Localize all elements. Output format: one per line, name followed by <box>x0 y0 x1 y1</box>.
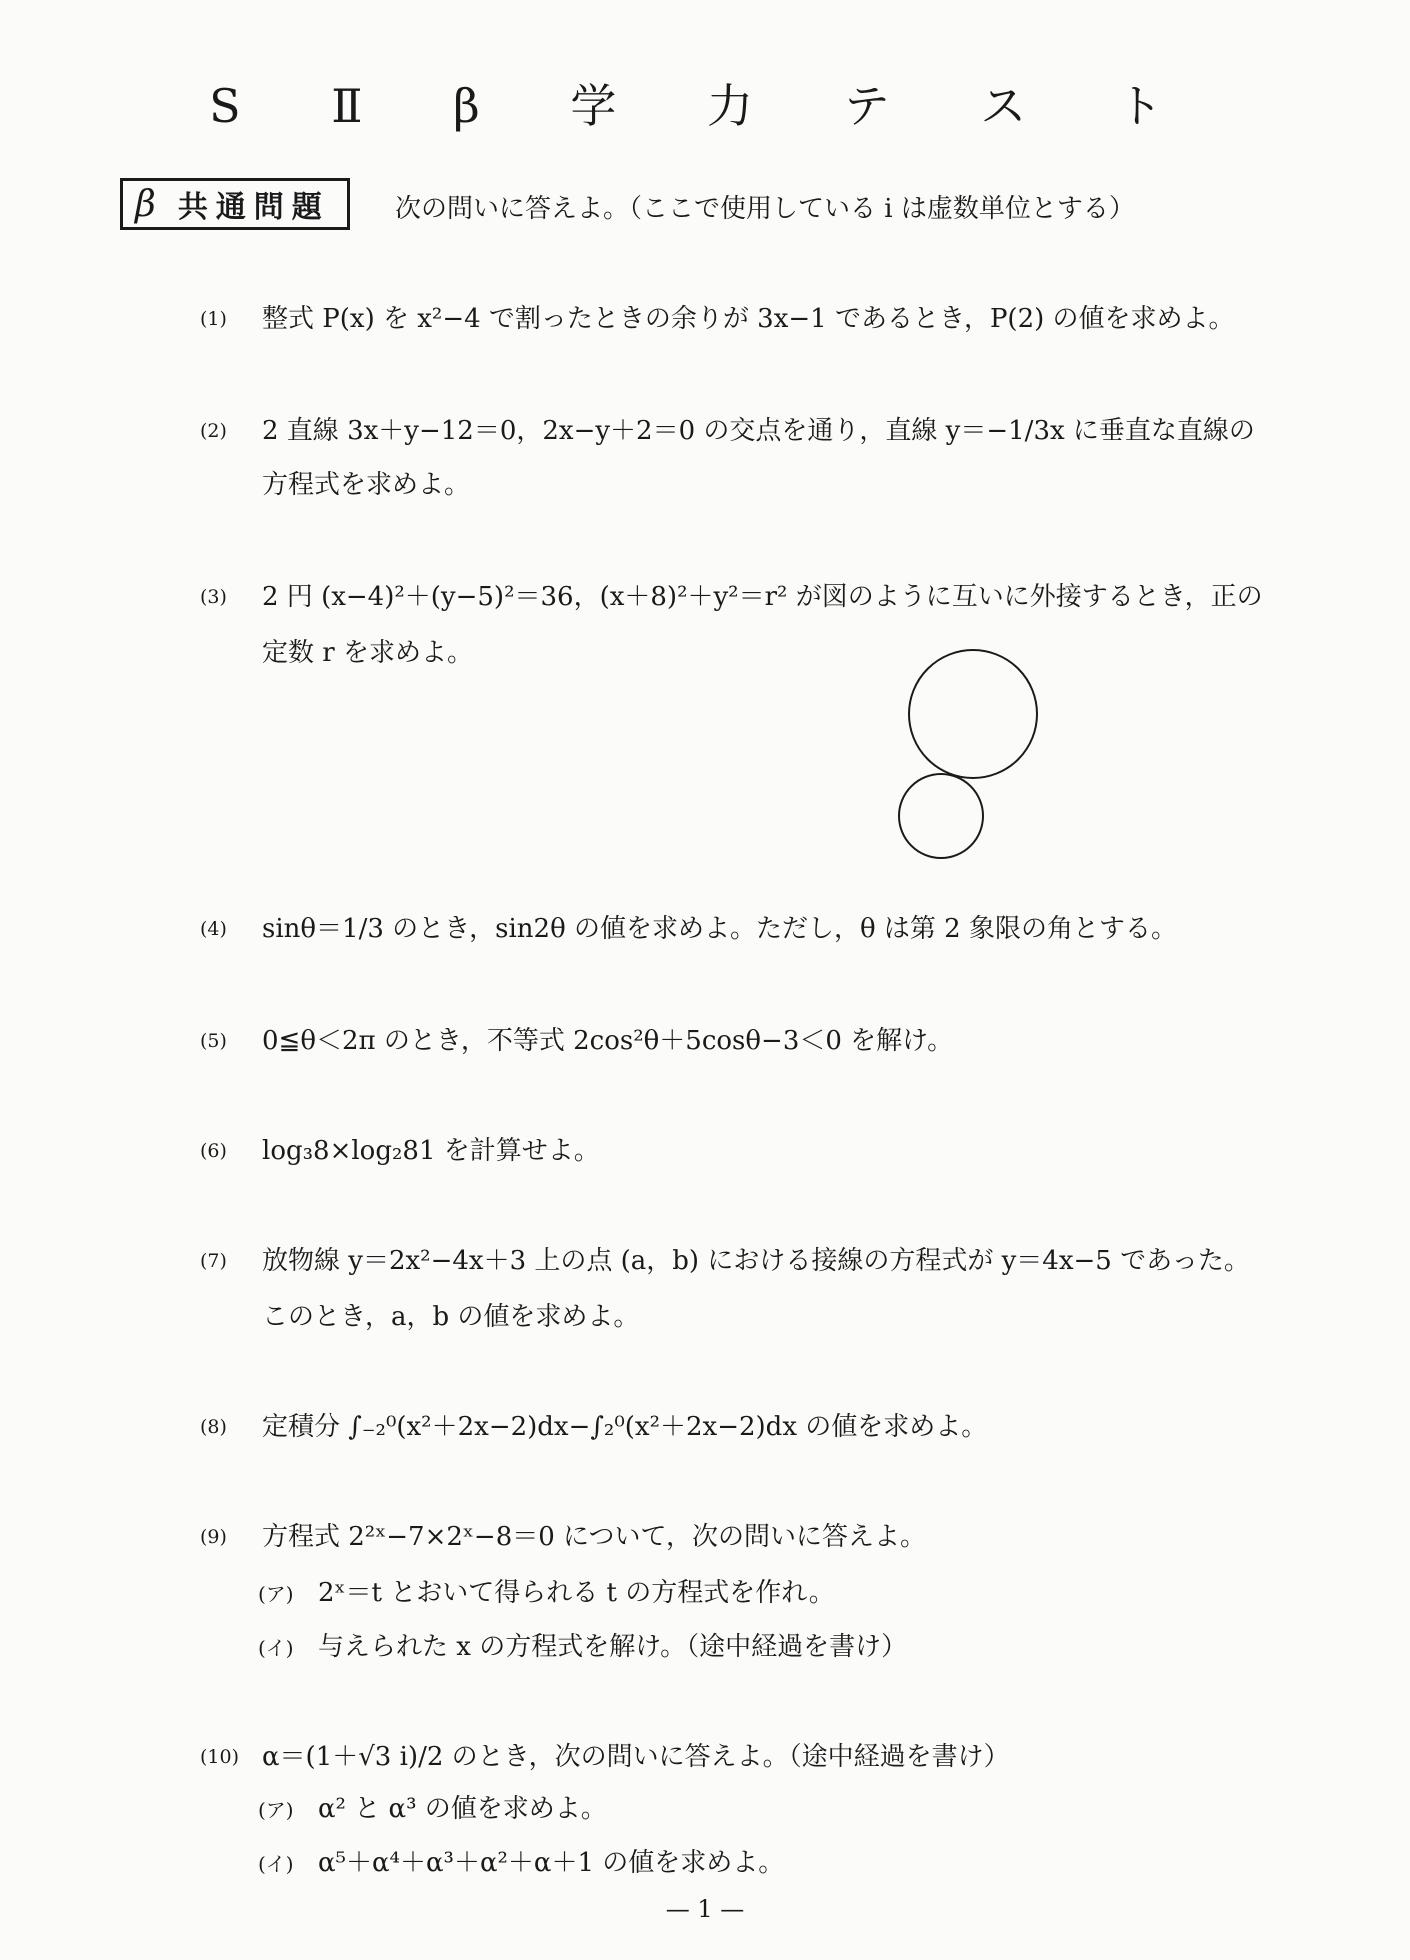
question-7-line-2 <box>200 1288 1342 1346</box>
question-9-sub-b <box>258 1620 907 1675</box>
question-text: log₃8×log₂81 を計算せよ。 <box>262 1136 600 1166</box>
question-10 <box>200 1728 1342 1786</box>
question-10-sub-b <box>258 1836 784 1891</box>
sub-label: (イ) <box>258 1852 294 1876</box>
question-number: (8) <box>200 1416 227 1438</box>
question-3 <box>200 568 1342 626</box>
sub-text: α² と α³ の値を求めよ。 <box>318 1794 607 1824</box>
question-text: 方程式を求めよ。 <box>262 470 471 500</box>
question-3-line-2 <box>200 624 1342 682</box>
question-2 <box>200 402 1342 460</box>
question-text: α＝(1＋√3 i)/2 のとき，次の問いに答えよ。（途中経過を書け） <box>262 1742 1010 1772</box>
sub-label: (イ) <box>258 1636 294 1660</box>
question-7 <box>200 1232 1342 1290</box>
question-text: 放物線 y＝2x²−4x＋3 上の点 (a，b) における接線の方程式が y＝4x−5 であった。 <box>262 1246 1250 1276</box>
question-number: (3) <box>200 586 227 608</box>
sub-text: 2ˣ＝t とおいて得られる t の方程式を作れ。 <box>318 1578 835 1608</box>
question-text: 方程式 2²ˣ−7×2ˣ−8＝0 について，次の問いに答えよ。 <box>262 1522 927 1552</box>
section-label-box <box>120 178 350 230</box>
question-text: 整式 P(x) を x²−4 で割ったときの余りが 3x−1 であるとき，P(2) の値を求めよ。 <box>262 304 1235 334</box>
sub-text: 与えられた x の方程式を解け。（途中経過を書け） <box>318 1632 908 1662</box>
question-text: 0≦θ＜2π のとき，不等式 2cos²θ＋5cosθ−3＜0 を解け。 <box>262 1026 954 1056</box>
question-number: (9) <box>200 1526 227 1548</box>
question-number: (7) <box>200 1250 227 1272</box>
page-number: — 1 — <box>665 1895 745 1923</box>
question-1 <box>200 290 1342 348</box>
question-number: (5) <box>200 1030 227 1052</box>
instruction-text: 次の問いに答えよ。（ここで使用している i は虚数単位とする） <box>395 194 1135 224</box>
question-number: (10) <box>200 1746 240 1768</box>
page-title: S Ⅱ β 学 力 テ ス ト <box>209 79 1201 133</box>
question-text: 2 円 (x−4)²＋(y−5)²＝36，(x＋8)²＋y²＝r² が図のように互いに外接するとき，正の <box>262 582 1263 612</box>
question-text: 定積分 ∫₋₂⁰(x²＋2x−2)dx−∫₂⁰(x²＋2x−2)dx の値を求めよ。 <box>262 1412 988 1442</box>
section-beta: β <box>135 183 164 225</box>
question-4 <box>200 900 1342 958</box>
sub-text: α⁵＋α⁴＋α³＋α²＋α＋1 の値を求めよ。 <box>318 1848 785 1878</box>
question-number: (6) <box>200 1140 227 1162</box>
question-9-sub-a <box>258 1566 835 1621</box>
question-2-line-2 <box>200 456 1342 514</box>
question-text: このとき，a，b の値を求めよ。 <box>262 1302 640 1332</box>
question-5 <box>200 1012 1342 1070</box>
question-number: (2) <box>200 420 227 442</box>
question-text: 2 直線 3x＋y−12＝0，2x−y＋2＝0 の交点を通り，直線 y＝−1/3x に垂直な直線の <box>262 416 1255 446</box>
question-8 <box>200 1398 1342 1456</box>
question-text: 定数 r を求めよ。 <box>262 638 473 668</box>
small-circle <box>899 774 983 858</box>
large-circle <box>909 650 1037 778</box>
question-10-sub-a <box>258 1782 607 1837</box>
sub-label: (ア) <box>258 1798 294 1822</box>
question-number: (4) <box>200 918 227 940</box>
question-9 <box>200 1508 1342 1566</box>
section-label: 共通問題 <box>177 190 330 225</box>
question-text: sinθ＝1/3 のとき，sin2θ の値を求めよ。ただし，θ は第 2 象限の角とする。 <box>262 914 1177 944</box>
question-6 <box>200 1122 1342 1180</box>
question-number: (1) <box>200 308 227 330</box>
tangent-circles-figure <box>895 648 1045 868</box>
sub-label: (ア) <box>258 1582 294 1606</box>
